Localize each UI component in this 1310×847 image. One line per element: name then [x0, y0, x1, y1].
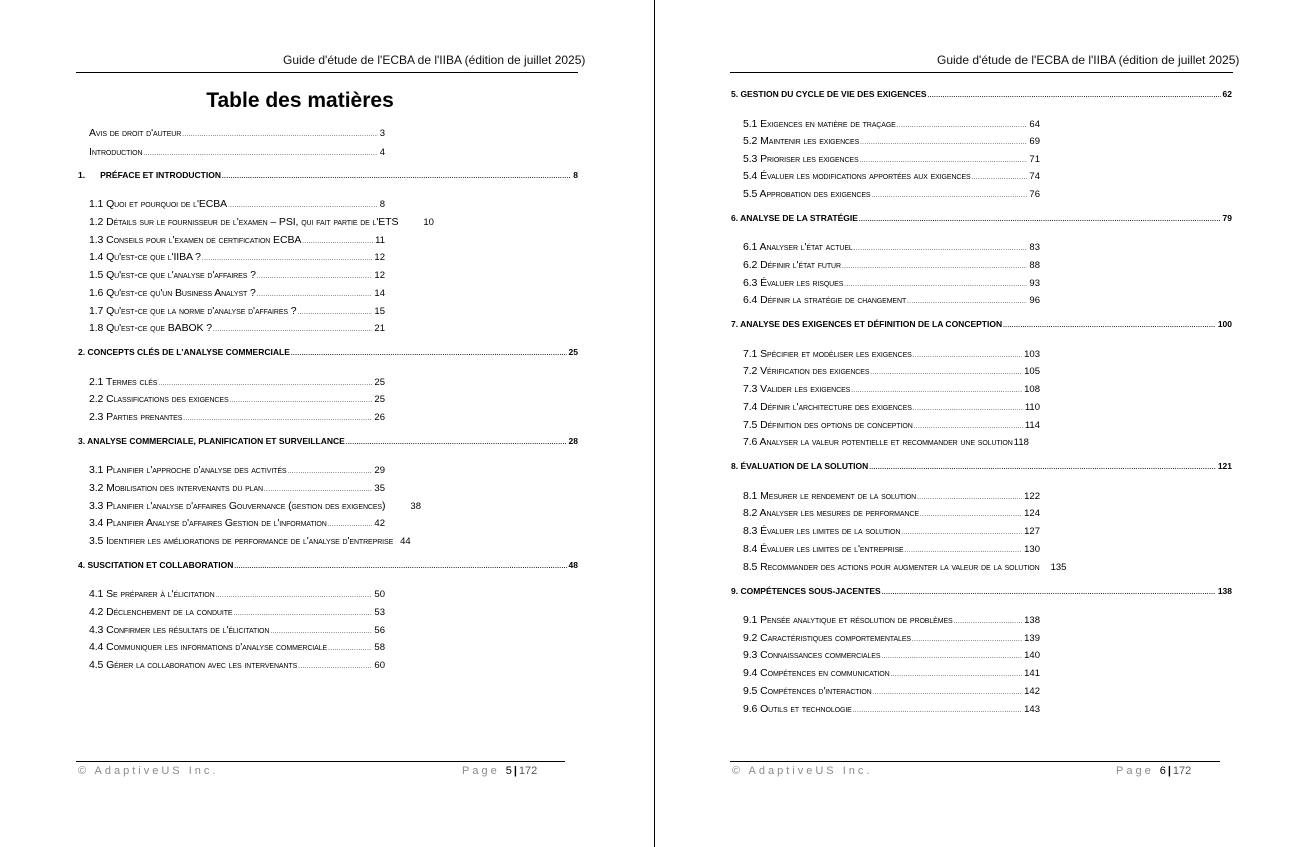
toc-chapter[interactable]: 5. GESTION DU CYCLE DE VIE DES EXIGENCES ..... 62: [731, 88, 1232, 102]
toc-chapter[interactable]: 8. ÉVALUATION DE LA SOLUTION ..... 121: [731, 460, 1232, 474]
toc-entry[interactable]: 5.2 Maintenir les exigences ..... 69: [743, 135, 1040, 149]
toc-entry[interactable]: 2.1 Termes clés ..... 25: [89, 376, 385, 390]
toc-chapter[interactable]: 3. ANALYSE COMMERCIALE, PLANIFICATION ET SURVEILLANCE ..... 28: [78, 435, 578, 449]
toc-entry[interactable]: 1.6 Qu'est-ce qu'un Business Analyst ? ..... 14: [89, 287, 385, 301]
toc-entry[interactable]: 7.5 Définition des options de conception ..... 114: [743, 419, 1040, 433]
toc-entry[interactable]: 3.5 Identifier les améliorations de performance de l'analyse d'entreprise 44: [89, 535, 411, 547]
running-header: Guide d'étude de l'ECBA de l'IIBA (édition de juillet 2025): [937, 53, 1240, 67]
footer-copyright: © AdaptiveUS Inc.: [732, 765, 873, 777]
toc-entry[interactable]: 5.1 Exigences en matière de traçage ..... 64: [743, 118, 1040, 132]
header-rule: [76, 72, 578, 73]
toc-entry[interactable]: 6.4 Définir la stratégie de changement ..... 96: [743, 294, 1040, 308]
toc-entry[interactable]: 8.2 Analyser les mesures de performance ..... 124: [743, 507, 1040, 521]
toc-entry[interactable]: 7.1 Spécifier et modéliser les exigences ..... 103: [743, 348, 1040, 362]
toc-chapter[interactable]: 2. CONCEPTS CLÉS DE L'ANALYSE COMMERCIALE ..... 25: [78, 346, 578, 360]
toc-entry[interactable]: 9.4 Compétences en communication ..... 141: [743, 667, 1040, 681]
toc-entry[interactable]: 4.1 Se préparer à l'élicitation ..... 50: [89, 588, 385, 602]
toc-entry[interactable]: 7.6 Analyser la valeur potentielle et recommander une solution 118: [743, 436, 1029, 448]
document-page-left: [0, 0, 654, 847]
toc-chapter[interactable]: 4. SUSCITATION ET COLLABORATION ..... 48: [78, 559, 578, 573]
toc-entry[interactable]: 3.1 Planifier l'approche d'analyse des activités ..... 29: [89, 464, 385, 478]
toc-entry[interactable]: 6.2 Définir l'état futur ..... 88: [743, 259, 1040, 273]
toc-entry[interactable]: 8.4 Évaluer les limites de l'entreprise ..... 130: [743, 543, 1040, 557]
toc-chapter[interactable]: 1. PRÉFACE ET INTRODUCTION ..... 8: [78, 169, 578, 183]
header-rule: [730, 72, 1233, 73]
toc-entry[interactable]: 6.1 Analyser l'état actuel ..... 83: [743, 241, 1040, 255]
toc-entry[interactable]: 1.7 Qu'est-ce que la norme d'analyse d'affaires ? ..... 15: [89, 305, 385, 319]
toc-entry[interactable]: 7.3 Valider les exigences ..... 108: [743, 383, 1040, 397]
toc-entry[interactable]: 1.4 Qu'est-ce que l'IIBA ? ..... 12: [89, 251, 385, 265]
toc-entry[interactable]: 5.4 Évaluer les modifications apportées aux exigences ..... 74: [743, 170, 1040, 184]
toc-entry[interactable]: 8.3 Évaluer les limites de la solution ..... 127: [743, 525, 1040, 539]
toc-entry[interactable]: 4.5 Gérer la collaboration avec les intervenants ..... 60: [89, 659, 385, 673]
toc-chapter[interactable]: 9. COMPÉTENCES SOUS-JACENTES ..... 138: [731, 585, 1232, 599]
footer-page-number: Page 5 | 172: [462, 765, 538, 777]
toc-entry[interactable]: 1.8 Qu'est-ce que BABOK ? ..... 21: [89, 322, 385, 336]
toc-entry[interactable]: 9.2 Caractéristiques comportementales ..... 139: [743, 632, 1040, 646]
toc-entry[interactable]: 2.3 Parties prenantes ..... 26: [89, 411, 385, 425]
running-header: Guide d'étude de l'ECBA de l'IIBA (édition de juillet 2025): [283, 53, 586, 67]
toc-entry[interactable]: 1.3 Conseils pour l'examen de certification ECBA ..... 11: [89, 234, 385, 248]
toc-entry[interactable]: 5.5 Approbation des exigences ..... 76: [743, 188, 1040, 202]
toc-entry[interactable]: 9.1 Pensée analytique et résolution de problèmes ..... 138: [743, 614, 1040, 628]
toc-entry[interactable]: 3.2 Mobilisation des intervenants du plan ..... 35: [89, 482, 385, 496]
toc-title: Table des matières: [206, 89, 394, 112]
footer-rule: [76, 761, 565, 762]
toc-entry[interactable]: 3.3 Planifier l'analyse d'affaires Gouvernance (gestion des exigences) 38: [89, 500, 421, 512]
toc-entry[interactable]: Introduction ..... 4: [89, 146, 385, 160]
toc-entry[interactable]: 2.2 Classifications des exigences ..... 25: [89, 393, 385, 407]
footer-rule: [730, 761, 1220, 762]
toc-entry[interactable]: 9.3 Connaissances commerciales ..... 140: [743, 649, 1040, 663]
toc-entry[interactable]: 1.5 Qu'est-ce que l'analyse d'affaires ? ..... 12: [89, 269, 385, 283]
toc-entry[interactable]: 4.3 Confirmer les résultats de l'élicitation ..... 56: [89, 624, 385, 638]
toc-entry[interactable]: 6.3 Évaluer les risques ..... 93: [743, 277, 1040, 291]
toc-entry[interactable]: 5.3 Prioriser les exigences ..... 71: [743, 153, 1040, 167]
toc-entry[interactable]: 7.4 Définir l'architecture des exigences ..... 110: [743, 401, 1040, 415]
toc-entry[interactable]: 4.2 Déclenchement de la conduite ..... 53: [89, 606, 385, 620]
footer-copyright: © AdaptiveUS Inc.: [78, 765, 219, 777]
toc-chapter[interactable]: 6. ANALYSE DE LA STRATÉGIE ..... 79: [731, 212, 1232, 226]
footer-page-number: Page 6 | 172: [1116, 765, 1192, 777]
document-page-right: [655, 0, 1310, 847]
toc-entry[interactable]: 1.2 Détails sur le fournisseur de l'examen – PSI, qui fait partie de l'ETS 10: [89, 216, 434, 228]
toc-entry[interactable]: 9.6 Outils et technologie ..... 143: [743, 703, 1040, 717]
toc-entry[interactable]: 8.1 Mesurer le rendement de la solution ..... 122: [743, 490, 1040, 504]
toc-entry[interactable]: Avis de droit d'auteur ..... 3: [89, 127, 385, 141]
toc-entry[interactable]: 9.5 Compétences d'interaction ..... 142: [743, 685, 1040, 699]
toc-entry[interactable]: 8.5 Recommander des actions pour augmenter la valeur de la solution 135: [743, 561, 1067, 573]
toc-entry[interactable]: 4.4 Communiquer les informations d'analyse commerciale ..... 58: [89, 641, 385, 655]
toc-chapter[interactable]: 7. ANALYSE DES EXIGENCES ET DÉFINITION DE LA CONCEPTION ..... 100: [731, 318, 1232, 332]
toc-entry[interactable]: 7.2 Vérification des exigences ..... 105: [743, 365, 1040, 379]
toc-entry[interactable]: 3.4 Planifier Analyse d'affaires Gestion de l'information ..... 42: [89, 517, 385, 531]
toc-entry[interactable]: 1.1 Quoi et pourquoi de l'ECBA ..... 8: [89, 198, 385, 212]
